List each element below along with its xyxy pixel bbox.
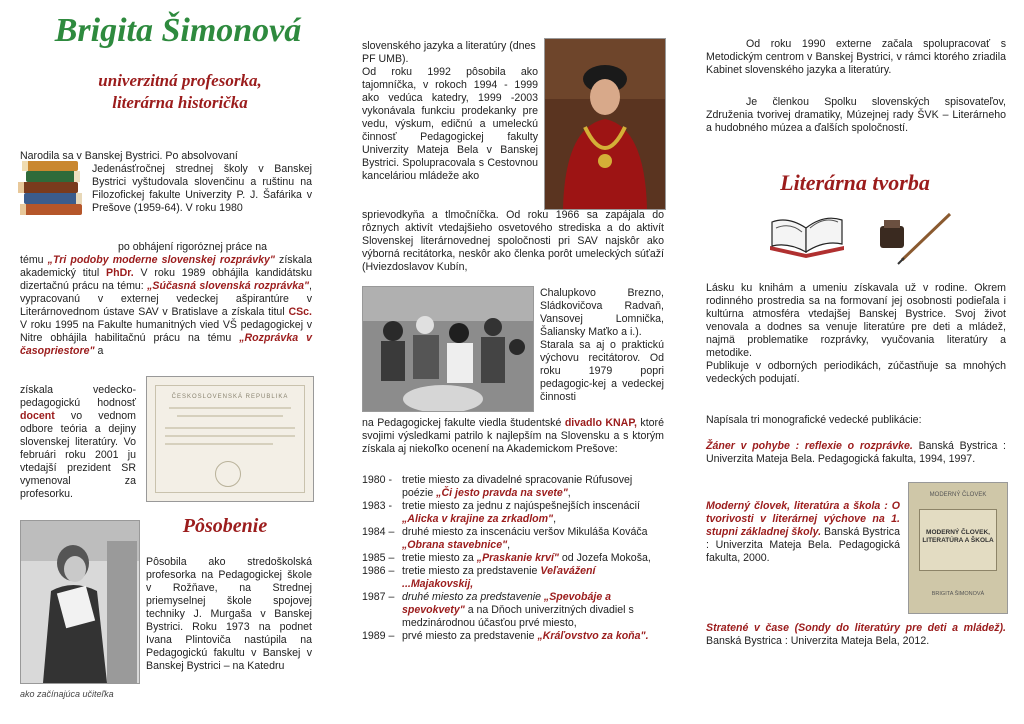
bio-rigorosum: po obhájení rigoróznej práce na [118,241,268,253]
inkwell-quill-icon [872,204,956,274]
award-text: od Jozefa Mokoša, [558,552,651,564]
publication-title: Žáner v pohybe : reflexie o rozprávke. [706,440,913,452]
bio-text: vo vednom odbore teória a dejiny slovenskej literatúry. Vo februári roku 2001 ju vtedajší prezident SR vymenoval za profesorku. [20,410,136,500]
subtitle-role: literárna historička [112,93,248,112]
bio-titles [20,254,312,358]
theatre-group-photo [362,286,534,412]
award-title: „Či jesto pravda na svete" [436,487,568,499]
award-text: prvé miesto za predstavenie [402,630,538,642]
col2-activities: sprievodkyňa a tlmočníčka. Od roku 1966 sa zapájala do rôznych aktivít vtedajšieho osvetového strediska a do aktivít Slovenskej literárnovednej spoločnosti pri SAV najskôr ako výborná recitátorka, neskôr ako členka porôt umeleckých súťaží (Hviezdoslavov Kubín, [362,209,664,273]
col3-methodology: Od roku 1990 externe začala spolupracovať s Metodickým centrom v Banskej Bystrici, v rámci ktorého zriadila Kabinet slovenského jazyka a literatúry. [706,38,1006,76]
book-cover-top: MODERNÝ ČLOVEK [929,492,987,498]
award-text: tretie miesto za divadelné spracovanie Rúfusovej poézie [402,474,633,499]
thesis-title-2: „Súčasná slovenská rozprávka" [147,280,310,292]
title-phdr: PhDr. [106,267,134,279]
award-item [362,591,664,630]
award-text: a na Dňoch univerzitných divadiel s medzinárodnou účasťou prvé miesto, [402,604,634,629]
award-title: „Spevobáje a spevokvety" [402,591,612,616]
knap-text: na Pedagogickej fakulte viedla študentské [362,417,565,429]
bio-text: tému [20,254,48,266]
diploma-header: ČESKOSLOVENSKÁ REPUBLIKA [171,394,289,400]
bio-text: V roku 1989 obhájila kandidátsku dizertačnú prácu na tému: [20,267,313,292]
diploma-image [146,376,314,502]
col3-monographs-intro: Napísala tri monografické vedecké publikácie: [706,414,922,426]
award-text: tretie miesto za predstavenie [402,565,541,577]
col2-knap [362,417,664,456]
award-title: „Kráľovstvo za koňa". [537,630,649,642]
publication-title: Stratené v čase (Sondy do literatúry pre deti a mládež). [706,622,1006,634]
award-text: , [567,487,571,499]
page-title: Brigita Šimonová [54,12,302,49]
bio-text: V roku 1995 na Fakulte humanitných vied VŠ pedagogickej v Nitre obhájila habilitačnú prácu na tému [20,319,312,344]
publication-details: Banská Bystrica : Univerzita Mateja Bela, 2012. [706,635,930,647]
award-item [362,552,664,565]
publication-1 [706,440,1006,466]
award-item [362,500,664,526]
portrait-photo [544,38,666,210]
col2-recitators: Starala sa aj o praktickú výchovu recitátorov. Od roku 1979 popri pedagogic-kej a vedeckej činnosti [540,339,664,403]
award-text: tretie miesto za jednu z najúspešnejších inscenácií [402,500,640,512]
book-cover-image [908,482,1008,614]
book-cover-title: MODERNÝ ČLOVEK, LITERATÚRA A ŠKOLA [922,529,994,544]
award-year: 1983 - [362,500,393,512]
thesis-title-1: „Tri podoby moderne slovenskej rozprávky" [47,254,275,266]
bio-line-1: Narodila sa v Banskej Bystrici. Po absolvovaní [20,150,238,162]
section-heading-literarna-tvorba: Literárna tvorba [780,170,930,195]
award-year: 1989 – [362,630,395,642]
award-year: 1984 – [362,526,395,538]
open-book-icon [764,206,850,262]
publication-title: Moderný človek, literatúra a škola : O tvorivosti v literárnej výchove na 1. stupni základnej školy. [706,500,900,538]
section-heading-posobenie: Pôsobenie [182,515,268,537]
award-year: 1987 – [362,591,395,603]
award-text: , [507,539,511,551]
award-title: „Alicka v krajine za zrkadlom" [402,513,554,525]
publication-2 [706,500,900,565]
award-text: druhé miesto za predstavenie [402,591,544,603]
subtitle-profession: univerzitná profesorka, [98,71,262,90]
award-year: 1980 - [362,474,393,486]
bio-text: , vypracovanú v externej vedeckej ašpirantúre v Literárnovednom ústave SAV v Bratislave a získala titul [20,280,312,318]
photo-caption: ako začínajúca učiteľka [20,689,114,699]
award-item [362,474,664,500]
knap-text: ktoré svojimi výsledkami patrilo k najlepším na Slovensku a s ktorým získala aj niekoľko ocenení na Akademickom Prešove: [362,417,664,455]
publication-details: Banská Bystrica : Univerzita Mateja Bela. Pedagogická fakulta, 1994, 1997. [706,440,1007,465]
bio-docent [20,384,136,501]
knap-name: divadlo KNAP, [564,417,637,429]
col2-competitions: Chalupkovo Brezno, Sládkovičova Radvaň, Vansovej Lomnička, Šaliansky Maťko a i.). [540,287,664,338]
award-title: „Praskanie krví" [476,552,559,564]
publication-3 [706,622,1006,648]
thesis-title-3: „Rozprávka v časopriestore" [20,332,312,357]
award-text: tretie miesto za [402,552,477,564]
publication-details: Banská Bystrica : Univerzita Mateja Bela. Pedagogická fakulta, 2000. [706,526,900,564]
award-item [362,630,664,643]
award-item [362,526,664,552]
col3-memberships: Je členkou Spolku slovenských spisovateľov, Združenia tvorivej dramatiky, Múzejnej rady ŠVK – Literárneho a hudobného múzea a ďalších spoločností. [706,96,1006,134]
awards-list [362,474,664,643]
col3-love-of-books: Lásku ku knihám a umeniu získavala už v rodine. Okrem rodinného prostredia sa na formovaní jej osobnosti podieľala i kultúrna atmosféra vtedajšej Banskej Bystrice. Svoj život venovala a dodnes sa venuje literatúre pre deti a mládež, najmä problematike rozprávky, vyučovania literatúry a metodike. [706,282,1006,359]
teacher-photo [20,520,140,684]
title-docent: docent [20,410,55,422]
book-cover-author: BRIGITA ŠIMONOVÁ [931,591,985,597]
bio-text: získala vedecko-pedagogickú hodnosť [20,384,136,409]
col2-career: Od roku 1992 pôsobila ako tajomníčka, v rokoch 1994 - 1999 ako vedúca katedry, 1999 -2003 vykonávala funkciu prodekanky pre vedu, výskum, edičnú a umeleckú činnosť Pedagogickej fakulty Univerzity Mateja Bela v Banskej Bystrici. Spolupracovala s Cestovnou kanceláriou mládeže ako [362,66,538,182]
award-text: druhé miesto za inscenáciu veršov Mikuláša Kováča [402,526,648,538]
bio-text: získala akademický titul [20,254,313,279]
title-csc: CSc. [288,306,312,318]
col2-top: slovenského jazyka a literatúry (dnes PF UMB). [362,40,536,65]
award-year: 1986 – [362,565,395,577]
award-title: „Obrana stavebnice" [402,539,508,551]
bio-education: Jedenásťročnej strednej školy v Banskej Bystrici vyštudovala slovenčinu a ruštinu na Filozofickej fakulte Univerzity P. J. Šafárika v Prešove (1959-64). V roku 1980 [92,163,312,214]
award-item [362,565,664,591]
books-stack-icon [16,158,88,218]
award-text: , [553,513,557,525]
col3-publishing: Publikuje v odborných periodikách, zúčastňuje sa mnohých vedeckých podujatí. [706,360,1006,385]
award-year: 1985 – [362,552,395,564]
award-title: Veľavážení ...Majakovskij, [402,565,596,590]
posobenie-text: Pôsobila ako stredoškolská profesorka na Pedagogickej škole v Rožňave, na Strednej priemyselnej škole spojovej techniky J. Murgaša v Banskej Bystrici. Roku 1973 na podnet Ivana Plintoviča nastúpila na Pedagogickú fakultu v Banskej v Banskej Bystrici – na Katedru [146,556,312,672]
bio-text: a [94,345,104,357]
